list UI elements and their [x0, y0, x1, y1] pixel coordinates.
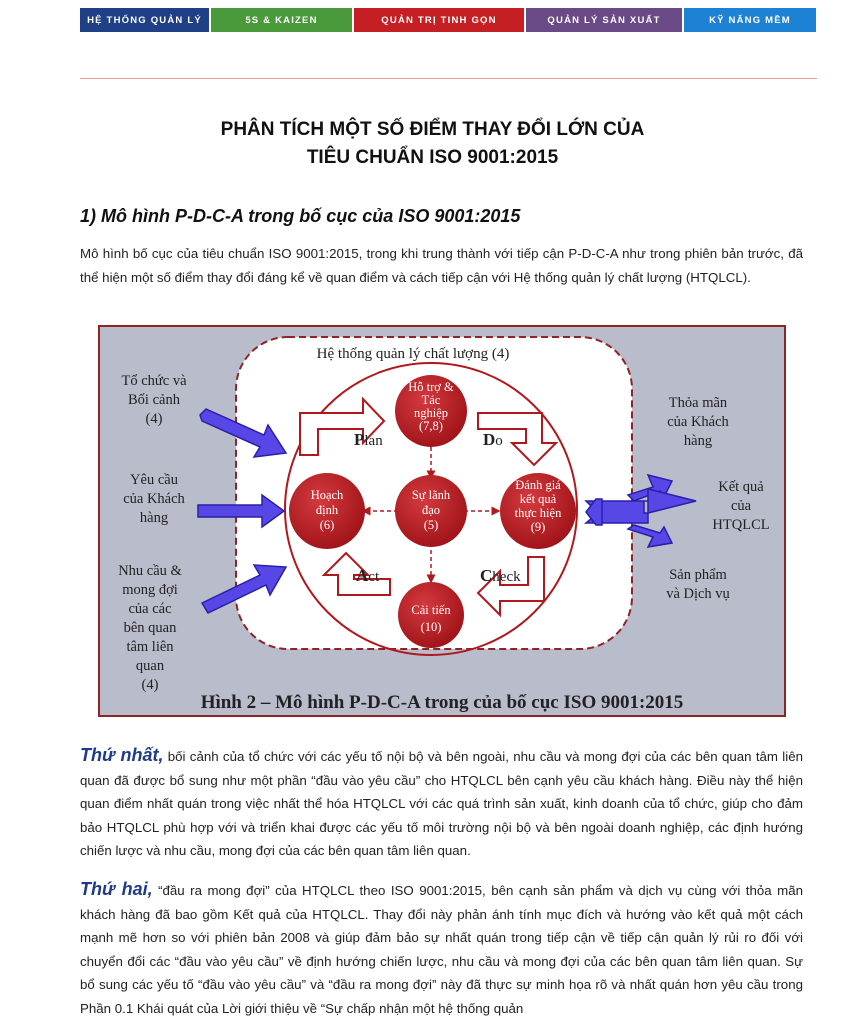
nav-tab[interactable]: KỸ NĂNG MỀM [684, 8, 816, 32]
pdca-label-check: Check [480, 566, 521, 585]
pdca-diagram [98, 325, 786, 717]
output-results-label: Kết quả của HTQLCL [712, 479, 770, 533]
node-support-label: Hỗ trợ & Tác nghiệp (7,8) [408, 380, 454, 433]
input-context-label: Tổ chức và Bối cảnh (4) [121, 373, 187, 427]
section-heading: 1) Mô hình P-D-C-A trong bố cục của ISO 9001:2015 [80, 206, 521, 226]
divider [80, 78, 817, 79]
paragraph-first [80, 744, 803, 863]
title-line-2: TIÊU CHUẨN ISO 9001:2015 [306, 147, 559, 168]
top-nav [80, 8, 818, 32]
output-satisfaction-label: Thỏa mãn của Khách hàng [667, 395, 729, 449]
qms-box-title: Hệ thống quản lý chất lượng (4) [316, 346, 510, 362]
page-title [0, 116, 865, 172]
node-leadership-label: Sự lãnh đạo (5) [411, 488, 451, 532]
title-line-1: PHÂN TÍCH MỘT SỐ ĐIỂM THAY ĐỔI LỚN CỦA [220, 119, 645, 140]
node-planning-label: Hoạch định (6) [310, 488, 344, 532]
paragraph-second-lead: Thứ hai, [80, 879, 153, 899]
pdca-label-do: Do [483, 430, 503, 449]
paragraph-first-text: bối cảnh của tổ chức với các yếu tố nội bộ và bên ngoài, nhu cầu và mong đợi của các bên quan tâm liên quan đã được bổ sung như một phần “đầu vào yêu cầu” cho HTQLCL bên cạnh yêu cầu khách hàng. Điều này thể hiện quan điểm nhất quán trong việc nhất thể hóa HTQLCL với các quá trình sản xuất, kinh doanh của tổ chức, giúp cho đảm bảo HTQLCL phù hợp với và triển khai được các yếu tố môi trường nội bộ và bên ngoài doanh nghiệp, các định hướng chiến lược và nhu cầu, mong đợi của các bên quan tâm liên quan. [80, 749, 803, 858]
paragraph-first-lead: Thứ nhất, [80, 745, 164, 765]
nav-tab[interactable]: HỆ THỐNG QUẢN LÝ [80, 8, 209, 32]
input-customer-req-label: Yêu cầu của Khách hàng [123, 472, 185, 526]
nav-tab[interactable]: QUẢN LÝ SẢN XUẤT [526, 8, 682, 32]
pdca-label-act: Act [356, 566, 380, 585]
paragraph-second-text: “đầu ra mong đợi” của HTQLCL theo ISO 9001:2015, bên cạnh sản phẩm và dịch vụ cùng với thỏa mãn khách hàng đã bao gồm Kết quả của HTQLCL. Thay đổi này phản ánh tính mục đích và hướng vào kết quả một cách mạnh mẽ hơn so với phiên bản 2008 và giúp đảm bảo sự nhất quán trong tiếp cận về tiếp cận quản lý rủi ro đối với chuyển đổi các “đầu vào yêu cầu” về định hướng chiến lược, nhu cầu và mong đợi của các bên quan tâm liên quan. Sự bổ sung các yếu tố “đầu vào yêu cầu” và “đầu ra mong đợi” này đã thực sự minh họa rõ và nhất quán hơn yêu cầu trong Phần 0.1 Khái quát của Lời giới thiệu về “Sự chấp nhận một hệ thống quản [80, 883, 803, 1016]
pdca-label-plan: Plan [354, 430, 383, 449]
pdca-figure [98, 325, 786, 717]
paragraph-second [80, 878, 803, 1020]
input-stakeholders-label: Nhu cầu & mong đợi của các bên quan tâm liên quan (4) [118, 563, 182, 693]
nav-tab[interactable]: 5S & KAIZEN [211, 8, 352, 32]
node-improvement-label: Cải tiến (10) [411, 603, 451, 634]
intro-paragraph: Mô hình bố cục của tiêu chuẩn ISO 9001:2015, trong khi trung thành với tiếp cận P-D-C-A như trong phiên bản trước, đã thể hiện một số điểm thay đổi đáng kể về quan điểm và cách tiếp cận với Hệ thống quản lý chất lượng (HTQLCL). [80, 246, 803, 285]
nav-tab[interactable]: QUẢN TRỊ TINH GỌN [354, 8, 524, 32]
node-evaluation-label: Đánh giá kết quả thực hiện (9) [514, 478, 562, 534]
figure-caption: Hình 2 – Mô hình P-D-C-A trong của bố cục ISO 9001:2015 [200, 692, 684, 713]
output-products-label: Sản phẩm và Dịch vụ [666, 567, 730, 602]
